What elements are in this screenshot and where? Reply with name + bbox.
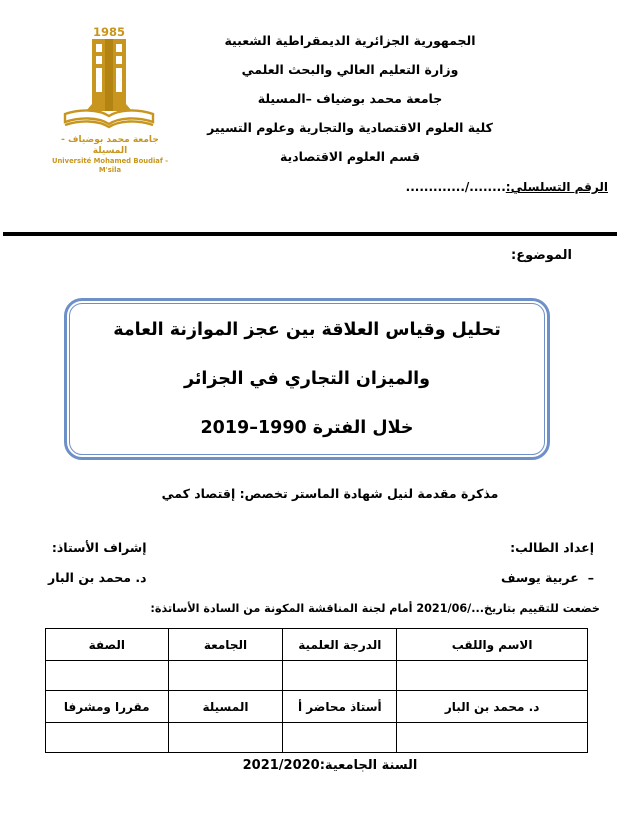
academic-year: السنة الجامعية:2021/2020 (242, 758, 418, 773)
supervisor-name: د. محمد بن البار (48, 570, 147, 585)
preparation-section (48, 540, 594, 586)
header-university-line: جامعة محمد بوضياف –المسيلة (257, 91, 443, 106)
jury-table-header-row (46, 629, 588, 661)
jury-col-degree: الدرجة العلمية (283, 629, 397, 661)
subject-label: الموضوع: (511, 248, 572, 263)
serial-number-dots: ......../............. (405, 180, 506, 194)
student-column (501, 540, 594, 586)
table-cell (46, 661, 169, 691)
jury-col-role: الصفة (46, 629, 169, 661)
table-cell (46, 723, 169, 753)
serial-number-label: الرقم التسلسلي: (505, 180, 608, 194)
thesis-title-line-1: تحليل وقياس العلاقة بين عجز الموازنة العامة (113, 319, 501, 340)
section-divider (3, 232, 617, 236)
header-faculty-line: كلية العلوم الاقتصادية والتجارية وعلوم التسيير (207, 120, 493, 135)
jury-table-row-1 (46, 661, 588, 691)
thesis-title (69, 303, 545, 455)
table-cell (283, 723, 397, 753)
jury-table-row-3 (46, 723, 588, 753)
header-ministry-line: وزارة التعليم العالي والبحث العلمي (241, 62, 459, 77)
jury-col-name: الاسم واللقب (397, 629, 588, 661)
header-republic-line: الجمهورية الجزائرية الديمقراطية الشعبية (224, 33, 476, 48)
header-department-line: قسم العلوم الاقتصادية (279, 149, 421, 164)
jury-member-degree: أستاذ محاضر أ (283, 691, 397, 723)
logo-name-french: Université Mohamed Boudiaf - M'sila (51, 157, 169, 174)
table-cell (168, 723, 283, 753)
logo-year-text: 1985 (92, 25, 126, 39)
jury-col-university: الجامعة (168, 629, 283, 661)
logo-name-arabic: جامعة محمد بوضياف - المسيلة (61, 135, 159, 156)
supervisor-label: إشراف الأستاذ: (51, 540, 147, 555)
thesis-title-line-2: والميزان التجاري في الجزائر (183, 368, 431, 389)
document-header (140, 26, 560, 171)
thesis-title-box (64, 298, 550, 460)
supervisor-column (48, 540, 146, 586)
table-cell (397, 723, 588, 753)
student-name: عربية يوسف (500, 570, 579, 585)
dash-bullet: – (587, 570, 594, 585)
jury-member-name: د. محمد بن البار (397, 691, 588, 723)
table-cell (283, 661, 397, 691)
evaluation-date-line: خضعت للتقييم بتاريخ.../2021/06 أمام لجنة المناقشة المكونة من السادة الأساتذة: (150, 602, 600, 615)
table-cell (397, 661, 588, 691)
jury-table (45, 628, 588, 753)
jury-member-university: المسيلة (168, 691, 283, 723)
student-prep-label: إعداد الطالب: (510, 540, 594, 555)
jury-member-role: مقررا ومشرفا (46, 691, 169, 723)
student-name-line (501, 570, 594, 586)
jury-table-row-2 (46, 691, 588, 723)
thesis-title-line-3: خلال الفترة 1990–2019 (200, 417, 414, 438)
serial-number-line (406, 180, 608, 194)
table-cell (168, 661, 283, 691)
degree-note: مذكرة مقدمة لنيل شهادة الماستر تخصص: إقتصاد كمي (161, 486, 499, 501)
